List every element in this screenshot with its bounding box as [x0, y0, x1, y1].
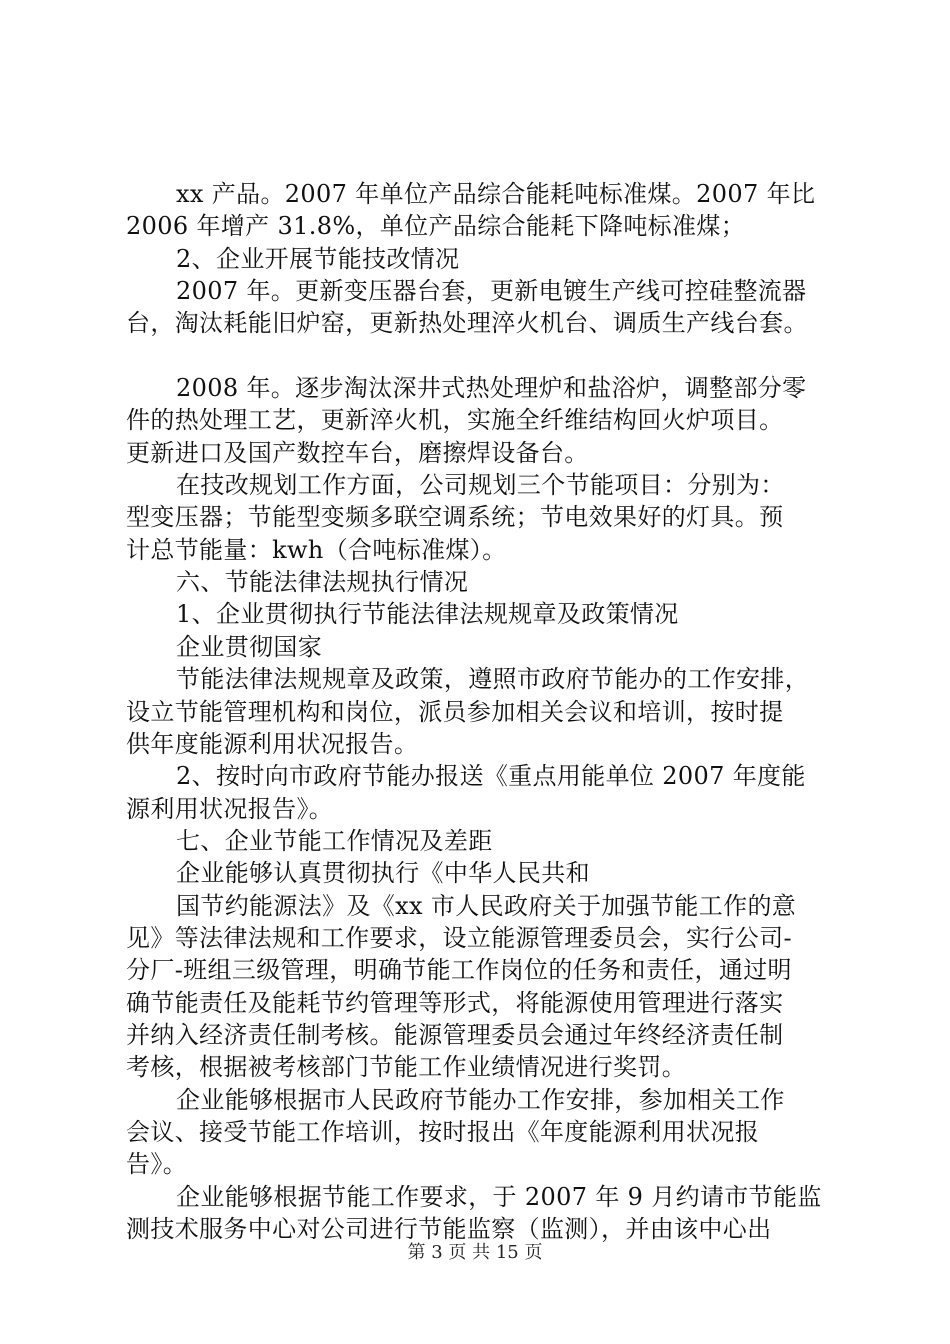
- text-line: 国节约能源法》及《xx 市人民政府关于加强节能工作的意: [176, 891, 797, 920]
- text-line: 源利用状况报告》。: [126, 794, 334, 823]
- section-heading: 七、企业节能工作情况及差距: [176, 826, 493, 855]
- text-line: 会议、接受节能工作培训，按时报出《年度能源利用状况报: [126, 1117, 760, 1146]
- section-heading: 六、节能法律法规执行情况: [176, 568, 469, 597]
- text-line: 企业能够根据节能工作要求，于 2007 年 9 月约请市节能监: [176, 1182, 822, 1211]
- text-line: 企业能够根据市人民政府节能办工作安排，参加相关工作: [176, 1085, 785, 1114]
- text-line: 更新进口及国产数控车台，磨擦焊设备台。: [126, 438, 589, 467]
- text-line: 企业贯彻国家: [176, 632, 323, 661]
- text-line: 2、按时向市政府节能办报送《重点用能单位 2007 年度能: [176, 762, 806, 791]
- text-line: 确节能责任及能耗节约管理等形式，将能源使用管理进行落实: [126, 988, 784, 1017]
- text-line: 2006 年增产 31.8%，单位产品综合能耗下降吨标准煤；: [126, 212, 746, 241]
- page-number-footer: 第 3 页 共 15 页: [407, 1242, 543, 1263]
- text-line: 型变压器；节能型变频多联空调系统；节电效果好的灯具。预: [126, 503, 784, 532]
- text-line: 件的热处理工艺，更新淬火机，实施全纤维结构回火炉项目。: [126, 406, 784, 435]
- text-line: 并纳入经济责任制考核。能源管理委员会通过年终经济责任制: [126, 1020, 784, 1049]
- text-line: 告》。: [126, 1150, 188, 1179]
- text-line: 节能法律法规规章及政策，遵照市政府节能办的工作安排，: [176, 665, 810, 694]
- text-line: 在技改规划工作方面，公司规划三个节能项目：分别为：: [176, 471, 785, 500]
- text-line: 分厂-班组三级管理，明确节能工作岗位的任务和责任，通过明: [126, 956, 792, 985]
- text-line: 供年度能源利用状况报告。: [126, 729, 419, 758]
- text-line: 2007 年。更新变压器台套，更新电镀生产线可控硅整流器: [176, 277, 807, 306]
- text-line: 见》等法律法规和工作要求，设立能源管理委员会，实行公司-: [126, 923, 792, 952]
- text-line: 设立节能管理机构和岗位，派员参加相关会议和培训，按时提: [126, 697, 784, 726]
- text-line: xx 产品。2007 年单位产品综合能耗吨标准煤。2007 年比: [176, 180, 816, 208]
- text-line: 台，淘汰耗能旧炉窑，更新热处理淬火机台、调质生产线台套。: [126, 309, 808, 338]
- paragraph-gap: [126, 340, 832, 372]
- text-line: 2008 年。逐步淘汰深井式热处理炉和盐浴炉，调整部分零: [176, 374, 807, 403]
- document-body: [126, 178, 832, 1245]
- text-line: 企业能够认真贯彻执行《中华人民共和: [176, 859, 590, 888]
- text-line: 考核，根据被考核部门节能工作业绩情况进行奖罚。: [126, 1053, 687, 1082]
- text-line: 测技术服务中心对公司进行节能监察（监测），并由该中心出: [126, 1215, 772, 1243]
- text-line: 计总节能量：kwh（合吨标准煤）。: [126, 535, 507, 564]
- section-heading: 1、企业贯彻执行节能法律法规规章及政策情况: [176, 600, 679, 629]
- section-heading: 2、企业开展节能技改情况: [176, 244, 460, 273]
